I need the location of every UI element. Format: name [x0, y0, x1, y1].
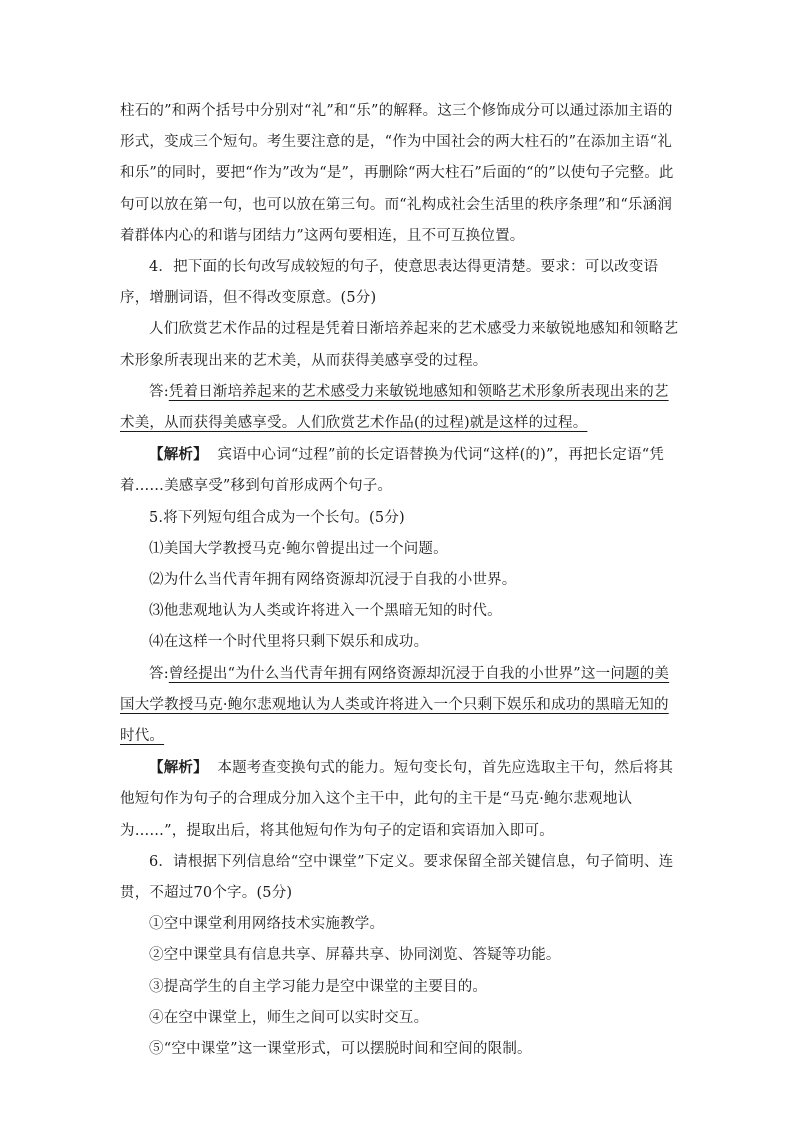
analysis-tag: 【解析】 [149, 446, 208, 464]
list-item: ⑵为什么当代青年拥有网络资源却沉浸于自我的小世界。 [149, 572, 517, 589]
analysis-continuation: 柱石的”和两个括号中分别对“礼”和“乐”的解释。这三个修饰成分可以通过添加主语的形式，变成三个短句。考生要注意的是，“作为中国社会的两大柱石的”在添加主语“礼和乐”的同时，要把“作为”改为“是”，再删除“两大柱石”后面的“的”以使句子完整。此句可以放在第一句，也可以放在第三句。而“礼构成社会生活里的秩序条理”和“乐涵润着群体内心的和谐与团结力”这两句要相连，且不可互换位置。 [120, 103, 674, 244]
analysis-text: 本题考查变换句式的能力。短句变长句，首先应选取主干句，然后将其他短句作为句子的合理成分加入这个主干中，此句的主干是“马克·鲍尔悲观地认为……”，提取出后，将其他短句作为句子的定语和宾语加入即可。 [120, 760, 674, 839]
answer-prefix: 答: [149, 665, 169, 682]
list-item: ⑷在这样一个时代里将只剩下娱乐和成功。 [149, 634, 429, 651]
list-item: ⑶他悲观地认为人类或许将进入一个黑暗无知的时代。 [149, 603, 502, 620]
question-4-answer [120, 377, 680, 439]
answer-prefix: 答: [149, 383, 169, 400]
question-6-prompt: 6．请根据下列信息给“空中课堂”下定义。要求保留全部关键信息，句子简明、连贯，不超过70个字。(5分) [120, 853, 674, 902]
list-item: ⑤“空中课堂”这一课堂形式，可以摆脱时间和空间的限制。 [149, 1041, 532, 1058]
list-item: ④在空中课堂上，师生之间可以实时交互。 [149, 1009, 429, 1026]
question-4-text: 人们欣赏艺术作品的过程是凭着日渐培养起来的艺术感受力来敏锐地感知和领略艺术形象所表现出来的艺术美，从而获得美感享受的过程。 [120, 321, 679, 369]
answer-text: 凭着日渐培养起来的艺术感受力来敏锐地感知和领略艺术形象所表现出来的艺术美，从而获得美感享受。人们欣赏艺术作品(的过程)就是这样的过程。 [120, 383, 669, 432]
question-5-answer [120, 659, 680, 753]
list-item: ⑴美国大学教授马克·鲍尔曾提出过一个问题。 [149, 540, 448, 557]
answer-text: 曾经提出“为什么当代青年拥有网络资源却沉浸于自我的小世界”这一问题的美国大学教授马克·鲍尔悲观地认为人类或许将进入一个只剩下娱乐和成功的黑暗无知的时代。 [120, 665, 670, 745]
list-item: ③提高学生的自主学习能力是空中课堂的主要目的。 [149, 978, 488, 995]
document-body [120, 96, 680, 1065]
analysis-tag: 【解析】 [149, 759, 208, 777]
question-5-prompt: 5.将下列短句组合成为一个长句。(5分) [149, 509, 405, 526]
list-item: ②空中课堂具有信息共享、屏幕共享、协同浏览、答疑等功能。 [149, 947, 561, 964]
list-item: ①空中课堂利用网络技术实施教学。 [149, 916, 385, 933]
question-5-analysis [120, 752, 680, 847]
analysis-text: 宾语中心词“过程”前的长定语替换为代词“这样(的)”，再把长定语“凭着……美感享受”移到句首形成两个句子。 [120, 447, 665, 495]
question-4-analysis [120, 439, 680, 502]
question-4-prompt: 4．把下面的长句改写成较短的句子，使意思表达得更清楚。要求：可以改变语序，增删词语，但不得改变原意。(5分) [120, 259, 659, 307]
